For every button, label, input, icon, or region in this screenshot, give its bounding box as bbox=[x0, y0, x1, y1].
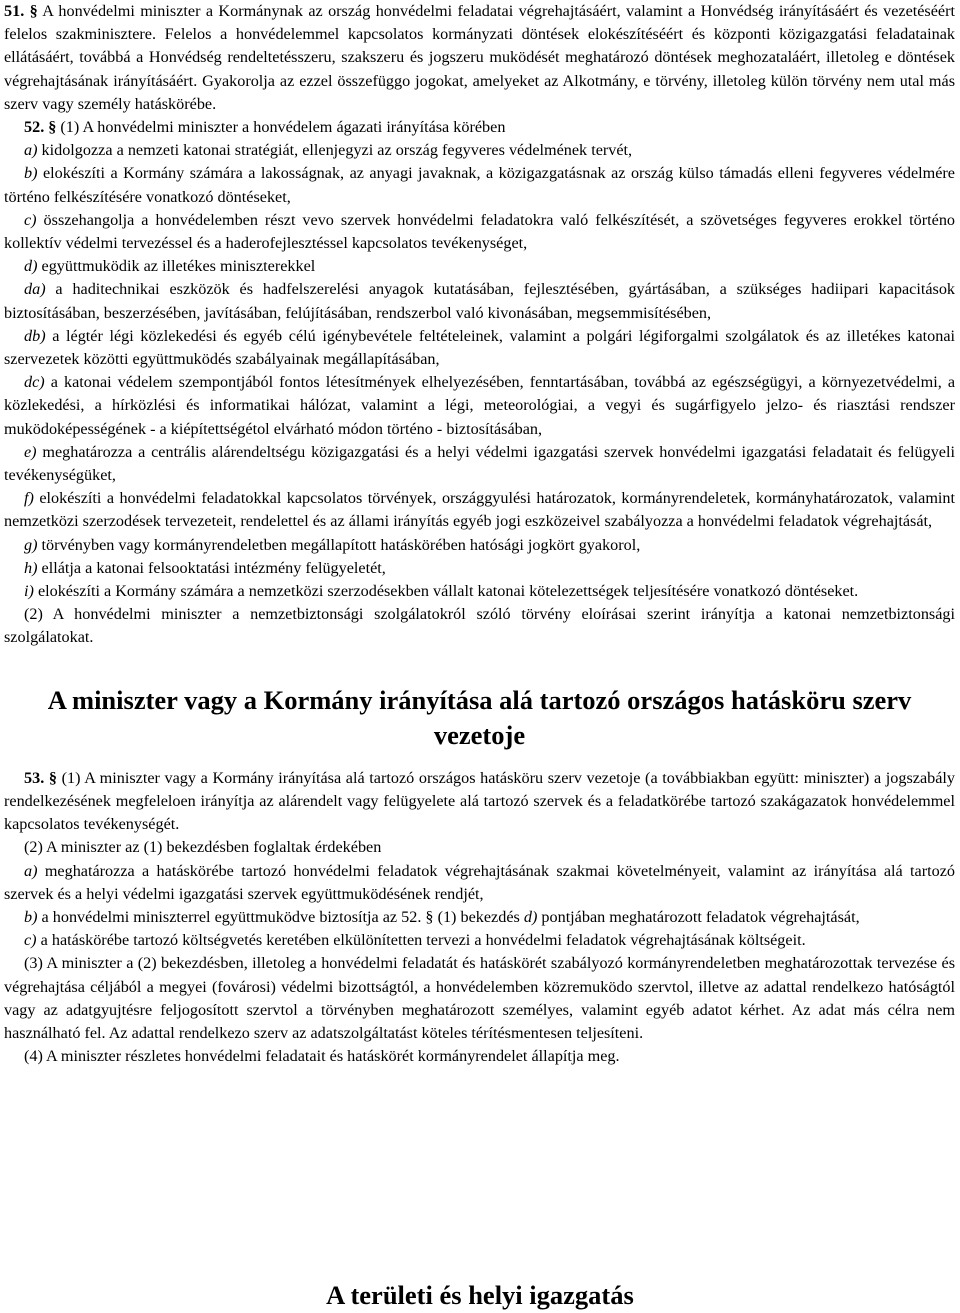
item-text: meghatározza a hatáskörébe tartozó honvédelmi feladatok végrehajtásának szakmai követelményeit, valamint az irányítása alá tartozó szervek és a helyi védelmi igazgatási szervek együttmuködésének rendjét, bbox=[4, 861, 956, 903]
item-label: i) bbox=[24, 582, 34, 601]
section-heading-national-authority: A miniszter vagy a Kormány irányítása alá tartozó országos hatásköru szerv vezetoje bbox=[47, 684, 912, 750]
item-text: meghatározza a centrális alárendeltségu közigazgatási és a helyi védelmi igazgatási szervek honvédelmi igazgatási feladatait és felügyeli tevékenységüket, bbox=[4, 442, 955, 485]
list-item bbox=[4, 325, 955, 371]
item-text: együttmuködik az illetékes miniszterekkel bbox=[41, 257, 316, 276]
section-heading-regional-local-administration: A területi és helyi igazgatás bbox=[326, 1280, 634, 1310]
section-53-paragraph-4: (4) A miniszter részletes honvédelmi feladatait és hatáskörét kormányrendelet állapítja meg. bbox=[24, 1047, 620, 1066]
section-52-intro-text: (1) A honvédelmi miniszter a honvédelem ágazati irányítása körében bbox=[60, 118, 506, 137]
item-label: a) bbox=[24, 861, 38, 880]
list-item bbox=[4, 441, 955, 487]
item-text: összehangolja a honvédelemben részt vevo szervek honvédelmi feladatokra való felkészítését, a szövetséges fegyveres erokkel történo kollektív védelmi tervezéssel és a haderofejlesztéssel kapcsolatos tevékenységet, bbox=[4, 210, 956, 253]
item-label: da) bbox=[24, 280, 46, 299]
list-item bbox=[4, 139, 955, 162]
list-item bbox=[4, 371, 955, 441]
item-text: a légtér légi közlekedési és egyéb célú igénybevétele feltételeinek, valamint a polgári légiforgalmi szolgálatok és az illetékes katonai szervezetek közötti együttmuködés szabályainak megállapításában, bbox=[4, 326, 955, 369]
list-item bbox=[4, 255, 955, 278]
section-53-paragraph-3: (3) A miniszter a (2) bekezdésben, illetoleg a honvédelmi feladatát és hatáskörét szabályozó kormányrendeletben meghatározottak tervezése és végrehajtása céljából a megyei (fovárosi) védelmi bizottságtól, a honvédelemben közremuködo szervtol, illetve az adattal rendelkezo hatóságtól vagy az adatgyujtésre feljogosított szervtol a törvényben meghatározott személyes, valamint egyéb adatot kérhet. Az adat más célra nem használható fel. Az adattal rendelkezo szerv az adatszolgáltatást köteles térítésmentesen teljesíteni. bbox=[4, 954, 955, 1042]
list-item bbox=[4, 278, 955, 324]
list-item bbox=[4, 162, 955, 208]
item-label: c) bbox=[24, 931, 37, 950]
list-item bbox=[4, 929, 955, 952]
section-52-number: 52. § bbox=[24, 118, 57, 137]
section-53-item-list bbox=[4, 860, 955, 953]
item-label: b) bbox=[24, 907, 38, 926]
item-text: elokészíti a Kormány számára a nemzetközi szerzodésekben vállalt katonai kötelezettségek teljesítésére vonatkozó döntéseket. bbox=[37, 582, 859, 601]
section-53-paragraph-2: (2) A miniszter az (1) bekezdésben foglaltak érdekében bbox=[24, 838, 382, 857]
section-52-intro bbox=[4, 116, 955, 139]
item-text: elokészíti a Kormány számára a lakosságnak, az anyagi javaknak, a közigazgatásnak az ország külso támadás elleni fegyveres védelmére történo felkészítésére vonatkozó döntéseket, bbox=[4, 164, 955, 206]
section-52-paragraph-2: (2) A honvédelmi miniszter a nemzetbiztonsági szolgálatokról szóló törvény eloírásai szerint irányítja a katonai nemzetbiztonsági szolgálatokat. bbox=[4, 605, 955, 647]
item-reference: d) bbox=[523, 907, 538, 926]
section-51 bbox=[4, 0, 955, 116]
item-label: g) bbox=[24, 535, 38, 554]
list-item bbox=[4, 580, 955, 603]
item-text: a hatáskörébe tartozó költségvetés keretében elkülönítetten tervezi a honvédelmi feladatok végrehajtásának költségeit. bbox=[40, 931, 806, 950]
item-text-pre: a honvédelmi miniszterrel együttmuködve biztosítja az 52. § (1) bekezdés bbox=[41, 907, 520, 926]
section-52-item-list bbox=[4, 139, 955, 603]
list-item bbox=[4, 557, 955, 580]
item-label: db) bbox=[24, 326, 46, 345]
item-text: elokészíti a honvédelmi feladatokkal kapcsolatos törvények, országgyulési határozatok, kormányrendeletek, kormányhatározatok, valamint nemzetközi szerzodések tervezeteit, rendelettel és az állami irányítás egyéb jogi eszközeivel szabályozza a honvédelmi feladatok végrehajtását, bbox=[4, 489, 955, 531]
item-text-post: pontjában meghatározott feladatok végrehajtását, bbox=[541, 907, 860, 926]
section-51-number: 51. § bbox=[4, 2, 38, 20]
list-item bbox=[4, 906, 955, 929]
section-53-number: 53. § bbox=[24, 768, 57, 787]
section-51-text: A honvédelmi miniszter a Kormánynak az ország honvédelmi feladatai végrehajtásáért, valamint a Honvédség irányításáért és vezetéséért felelos szakminisztere. Felelos a honvédelemmel kapcsolatos kormányzati döntések elokészítéséért és központi közigazgatási feladatainak ellátásáért, továbbá a Honvédség rendeltetésszeru, szakszeru és jogszeru muködését meghatározó döntések meghozataláért, illetoleg e döntések végrehajtásának irányításáért. Gyakorolja az ezzel összefüggo jogokat, amelyeket az Alkotmány, e törvény, illetoleg külön törvény nem utal más szerv vagy személy hatáskörébe. bbox=[4, 2, 955, 113]
item-text: törvényben vagy kormányrendeletben megállapított hatáskörében hatósági jogkört gyakorol, bbox=[41, 535, 641, 554]
item-text: ellátja a katonai felsooktatási intézmény felügyeletét, bbox=[41, 558, 386, 577]
list-item bbox=[4, 209, 955, 255]
item-label: a) bbox=[24, 141, 38, 160]
item-label: dc) bbox=[24, 373, 45, 392]
item-label: h) bbox=[24, 558, 38, 577]
list-item bbox=[4, 487, 955, 533]
item-label: b) bbox=[24, 164, 38, 183]
list-item bbox=[4, 860, 955, 906]
item-text: kidolgozza a nemzeti katonai stratégiát, ellenjegyzi az ország fegyveres védelmének tervét, bbox=[41, 141, 633, 160]
item-label: e) bbox=[24, 442, 37, 461]
item-label: d) bbox=[24, 257, 38, 276]
item-label: f) bbox=[24, 489, 34, 508]
list-item bbox=[4, 534, 955, 557]
section-53-p1-text: (1) A miniszter vagy a Kormány irányítása alá tartozó országos hatásköru szerv vezetoje (a továbbiakban együtt: miniszter) a jogszabály rendelkezésének megfeleloen irányítja az alárendelt vagy felügyelete alá tartozó szervek és a feladatkörébe tartozó szakágazatok honvédelemmel kapcsolatos tevékenységét. bbox=[4, 768, 956, 834]
item-label: c) bbox=[24, 210, 37, 229]
section-53-paragraph-1 bbox=[4, 767, 955, 837]
item-text: a haditechnikai eszközök és hadfelszerelési anyagok kutatásában, fejlesztésében, gyártásában, a szükséges hadiipari kapacitások biztosításában, beszerzésében, javításában, felújításában, rendszerbol való kivonásában, megsemmisítésében, bbox=[4, 280, 956, 322]
item-text: a katonai védelem szempontjából fontos létesítmények elhelyezésében, fenntartásában, továbbá az egészségügyi, a környezetvédelmi, a közlekedési, a hírközlési és informatikai hálózat, valamint a légi, meteorológiai, a vegyi és sugárfigyelo jelzo- és riasztási rendszer muködoképességének - a kiépítettségétol elvárható módon történo - biztosításában, bbox=[4, 373, 956, 438]
